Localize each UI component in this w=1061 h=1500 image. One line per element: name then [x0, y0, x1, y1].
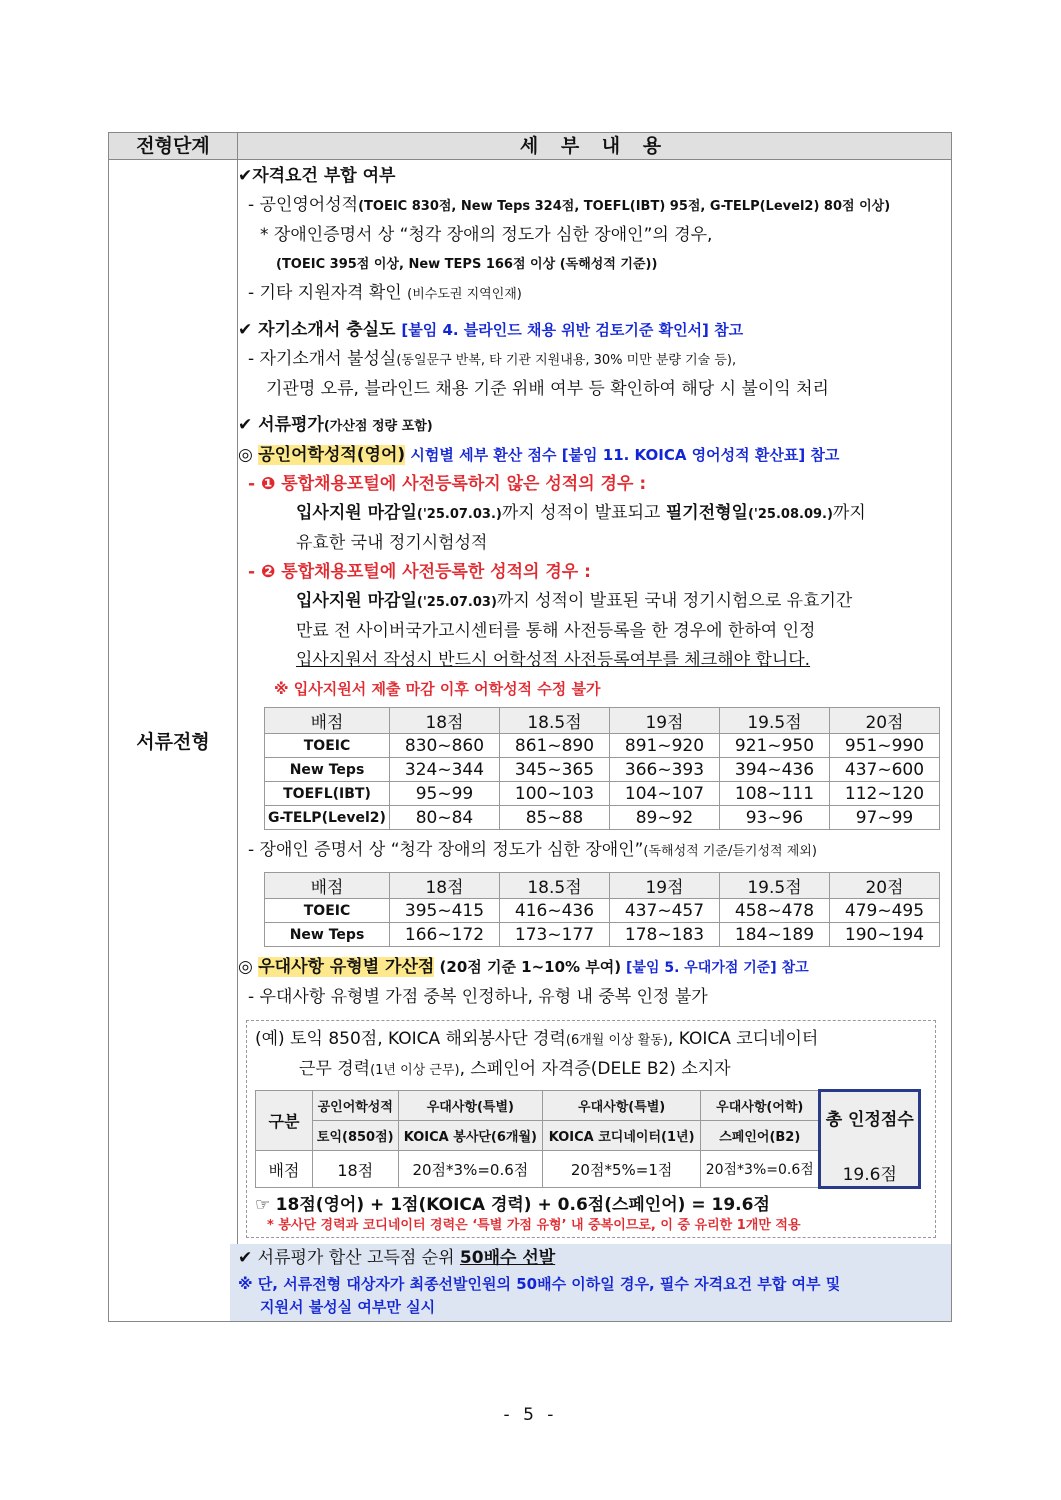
example-header-row2 — [256, 1121, 920, 1151]
example-calc-text: 18점(영어) + 1점(KOICA 경력) + 0.6점(스페인어) = 19.6점 — [275, 1195, 770, 1215]
intro-line1-note: (동일문구 반복, 타 기관 지원내용, 30% 미만 분량 기술 등), — [396, 353, 737, 368]
table-cell: 95~99 — [390, 782, 500, 806]
table-row — [265, 734, 940, 758]
qual-other — [238, 279, 943, 309]
table-cell: 861~890 — [500, 734, 610, 758]
table-cell: 97~99 — [830, 806, 940, 830]
example-line1 — [255, 1025, 927, 1055]
table-cell: 104~107 — [610, 782, 720, 806]
example-h1: 우대사항(특별) — [398, 1091, 543, 1121]
table-cell: 100~103 — [500, 782, 610, 806]
final-line2: ※ 단, 서류전형 대상자가 최종선발인원의 50배수 이하일 경우, 필수 자격요건 부합 여부 및 — [238, 1275, 841, 1293]
table-cell: 80~84 — [390, 806, 500, 830]
example-calc — [255, 1193, 927, 1217]
example-line1-b: (6개월 이상 활동) — [565, 1033, 668, 1048]
table-cell: 345~365 — [500, 758, 610, 782]
total-label: 총 인정점수 — [825, 1110, 914, 1130]
table-cell: 89~92 — [610, 806, 720, 830]
example-h2: KOICA 코디네이터(1년) — [543, 1121, 701, 1151]
table-cell: 437~600 — [830, 758, 940, 782]
th-20: 20점 — [830, 873, 940, 899]
header-detail: 세 부 내 용 — [519, 135, 670, 157]
intro-ref: [붙임 4. 블라인드 채용 위반 검토기준 확인서] 참고 — [401, 321, 744, 339]
table-cell: 190~194 — [830, 923, 940, 947]
disabled-line — [238, 836, 943, 866]
row-label: TOEIC — [265, 734, 390, 758]
example-col0: 구분 — [256, 1091, 313, 1151]
example-header-row — [256, 1091, 920, 1121]
total-score-cell — [820, 1091, 920, 1188]
table-cell: 416~436 — [500, 899, 610, 923]
table-header-row — [265, 873, 940, 899]
pref-mark: ◎ — [238, 957, 259, 977]
table-cell: 395~415 — [390, 899, 500, 923]
case1-title: - ❶ 통합채용포털에 사전등록하지 않은 성적의 경우 : — [248, 474, 647, 494]
disabled-text: - 장애인 증명서 상 “청각 장애의 정도가 심한 장애인” — [248, 840, 644, 860]
lang-mark: ◎ — [238, 445, 259, 465]
example-table — [255, 1089, 921, 1189]
intro-title — [238, 316, 943, 345]
th-19-5: 19.5점 — [720, 873, 830, 899]
case2-deadline-date: ('25.07.03) — [416, 595, 497, 610]
example-h1: 우대사항(어학) — [701, 1091, 820, 1121]
page-number: - 5 - — [503, 1405, 558, 1425]
table-cell: 951~990 — [830, 734, 940, 758]
final-section — [230, 1244, 951, 1321]
case1-deadline: 입사지원 마감일 — [296, 503, 417, 523]
qual-english-label: - 공인영어성적 — [248, 195, 359, 215]
example-line2-b: (1년 이상 근무) — [370, 1063, 460, 1078]
table-cell: 324~344 — [390, 758, 500, 782]
th-19: 19점 — [610, 873, 720, 899]
eval-title-note: (가산점 정량 포함) — [323, 419, 433, 434]
table-cell: 85~88 — [500, 806, 610, 830]
table-cell: 366~393 — [610, 758, 720, 782]
table-cell: 112~120 — [830, 782, 940, 806]
table-header-row — [265, 708, 940, 734]
example-line2-a: 근무 경력 — [299, 1059, 371, 1079]
intro-title-text: ✔ 자기소개서 충실도 — [238, 320, 402, 340]
table-cell: 93~96 — [720, 806, 830, 830]
table-row — [265, 782, 940, 806]
case2-text: 까지 성적이 발표된 국내 정기시험으로 유효기간 — [496, 591, 853, 611]
table-cell: 830~860 — [390, 734, 500, 758]
example-cell: 20점*3%=0.6점 — [398, 1151, 543, 1188]
qual-disabled: * 장애인증명서 상 “청각 장애의 정도가 심한 장애인”의 경우, — [260, 225, 713, 245]
th-18-5: 18.5점 — [500, 873, 610, 899]
example-line1-c: , KOICA 코디네이터 — [667, 1029, 819, 1049]
table-cell: 437~457 — [610, 899, 720, 923]
table-cell: 108~111 — [720, 782, 830, 806]
case1-line2: 유효한 국내 정기시험성적 — [296, 533, 488, 553]
stage-label: 서류전형 — [109, 160, 238, 1321]
example-h1: 우대사항(특별) — [543, 1091, 701, 1121]
qual-other-label: - 기타 지원자격 확인 — [248, 283, 408, 303]
lang-title: 공인어학성적(영어) — [258, 445, 406, 465]
case1-exam-date: ('25.08.09.) — [747, 507, 833, 522]
example-note: * 봉사단 경력과 코디네이터 경력은 ‘특별 가점 유형’ 내 중복이므로, 이 중 유리한 1개만 적용 — [267, 1218, 801, 1233]
qual-english-scores: (TOEIC 830점, New Teps 324점, TOEFL(IBT) 95점, G-TELP(Level2) 80점 이상) — [358, 199, 891, 214]
example-cell: 20점*3%=0.6점 — [701, 1151, 820, 1188]
case1-deadline-date: ('25.07.03.) — [416, 507, 502, 522]
header-stage: 전형단계 — [109, 133, 238, 159]
th-score: 배점 — [265, 708, 390, 734]
disabled-note: (독해성적 기준/듣기성적 제외) — [643, 844, 817, 859]
table-cell: 458~478 — [720, 899, 830, 923]
pointing-hand-icon: ☞ — [255, 1195, 276, 1215]
table-cell: 921~950 — [720, 734, 830, 758]
example-row-label: 배점 — [256, 1151, 313, 1188]
selection-table — [108, 132, 952, 1322]
row-label: G-TELP(Level2) — [265, 806, 390, 830]
case2-line1 — [238, 587, 943, 617]
final-line1-b: 50배수 선발 — [459, 1248, 556, 1268]
table-cell: 184~189 — [720, 923, 830, 947]
table-cell: 479~495 — [830, 899, 940, 923]
row-label: TOEFL(IBT) — [265, 782, 390, 806]
table-cell: 394~436 — [720, 758, 830, 782]
case2-deadline: 입사지원 마감일 — [296, 591, 417, 611]
row-label: TOEIC — [265, 899, 390, 923]
table-cell: 166~172 — [390, 923, 500, 947]
example-line1-a: (예) 토익 850점, KOICA 해외봉사단 경력 — [255, 1029, 566, 1049]
case1-text: 까지 성적이 발표되고 — [501, 503, 666, 523]
eval-title-text: ✔ 서류평가 — [238, 415, 324, 435]
example-h2: 토익(850점) — [313, 1121, 399, 1151]
case1-exam: 필기전형일 — [665, 503, 748, 523]
table-cell: 178~183 — [610, 923, 720, 947]
table-cell: 173~177 — [500, 923, 610, 947]
pref-sub: (20점 기준 1~10% 부여) — [434, 958, 622, 976]
intro-line2: 기관명 오류, 블라인드 채용 기준 위배 여부 등 확인하여 해당 시 불이익 처리 — [266, 379, 829, 399]
qual-other-note: (비수도권 지역인재) — [407, 287, 522, 302]
pref-line: - 우대사항 유형별 가점 중복 인정하나, 유형 내 중복 인정 불가 — [248, 987, 708, 1007]
example-box — [246, 1020, 936, 1238]
table-header — [109, 133, 951, 160]
table-row — [265, 923, 940, 947]
qual-disabled-scores: (TOEIC 395점 이상, New TEPS 166점 이상 (독해성적 기준)) — [276, 257, 658, 272]
th-19: 19점 — [610, 708, 720, 734]
example-score-row — [256, 1151, 920, 1188]
case1-until: 까지 — [832, 503, 866, 523]
table-row — [265, 899, 940, 923]
example-line2 — [255, 1055, 927, 1085]
pref-heading — [238, 953, 943, 983]
example-h2: KOICA 봉사단(6개월) — [398, 1121, 543, 1151]
final-line1-a: ✔ 서류평가 합산 고득점 순위 — [238, 1248, 460, 1268]
case2-title: - ❷ 통합채용포털에 사전등록한 성적의 경우 : — [248, 562, 591, 582]
case2-line3: 입사지원서 작성시 반드시 어학성적 사전등록여부를 체크해야 합니다. — [296, 650, 811, 670]
eval-title — [238, 411, 943, 441]
example-h2: 스페인어(B2) — [701, 1121, 820, 1151]
final-line1 — [238, 1244, 951, 1273]
row-label: New Teps — [265, 758, 390, 782]
case2-line2: 만료 전 사이버국가고시센터를 통해 사전등록을 한 경우에 한하여 인정 — [296, 621, 816, 641]
th-18: 18점 — [390, 708, 500, 734]
document-screening-row — [109, 160, 951, 1321]
qual-english — [238, 191, 943, 221]
lang-warning: ※ 입사지원서 제출 마감 이후 어학성적 수정 불가 — [274, 680, 601, 698]
disabled-score-table — [264, 872, 940, 947]
example-line2-c: , 스페인어 자격증(DELE B2) 소지자 — [459, 1059, 731, 1079]
pref-title: 우대사항 유형별 가산점 — [258, 957, 435, 977]
th-19-5: 19.5점 — [720, 708, 830, 734]
th-20: 20점 — [830, 708, 940, 734]
case1-line1 — [238, 499, 943, 529]
table-row — [265, 806, 940, 830]
table-cell: 891~920 — [610, 734, 720, 758]
qual-title: ✔자격요건 부합 여부 — [238, 166, 396, 186]
english-score-table — [264, 707, 940, 830]
total-value: 19.6점 — [842, 1165, 897, 1185]
lang-heading — [238, 441, 943, 470]
table-row — [265, 758, 940, 782]
intro-line1-label: - 자기소개서 불성실 — [248, 349, 397, 369]
pref-ref: [붙임 5. 우대가점 기준] 참고 — [621, 960, 809, 976]
example-cell: 18점 — [313, 1151, 399, 1188]
th-18-5: 18.5점 — [500, 708, 610, 734]
th-score: 배점 — [265, 873, 390, 899]
intro-line1 — [238, 345, 943, 375]
row-label: New Teps — [265, 923, 390, 947]
final-line3: 지원서 불성실 여부만 실시 — [260, 1298, 436, 1316]
th-18: 18점 — [390, 873, 500, 899]
example-cell: 20점*5%=1점 — [543, 1151, 701, 1188]
lang-ref: 시험별 세부 환산 점수 [붙임 11. KOICA 영어성적 환산표] 참고 — [405, 446, 840, 464]
example-h1: 공인어학성적 — [313, 1091, 399, 1121]
detail-content — [238, 160, 951, 1321]
